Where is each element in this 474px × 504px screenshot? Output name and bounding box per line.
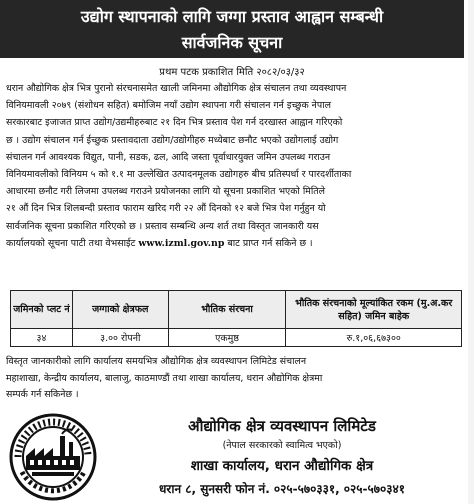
body-line: विनियमावली २०७९ (संशोधन सहित) बमोजिम नयाँ उद्योग स्थापना गरी संचालन गर्न इच्छुक नेपाल <box>6 100 331 112</box>
contact-paragraph <box>6 354 460 404</box>
land-details-table <box>10 290 462 347</box>
body-line <box>6 235 460 252</box>
cell-land-area: ३.०० रोपनी <box>72 329 168 347</box>
organization-name: औद्योगिक क्षेत्र व्यवस्थापन लिमिटेड <box>188 417 376 435</box>
cell-physical-structure: एकमुष्ठ <box>168 329 286 347</box>
body-line: आधारमा छनौट गरी लिजमा उपलब्ध गराउने प्रयोजनका लागि यो सूचना प्रकाशित भएको मितिले <box>6 186 326 198</box>
body-line: संचालन गर्न आवश्यक विद्युत, पानी, सडक, ढल, आदि जस्ता पूर्वाधारयुक्त जमिन उपलब्ध गराउन <box>6 151 331 163</box>
table-row <box>11 329 462 347</box>
body-line: २१ औं दिन भित्र शिलबन्दी प्रस्ताव फाराम खरिद गरी २२ औं दिनको १२ बजे भित्र पेश गर्नुहुन यो <box>6 203 326 215</box>
notice-title-line2: सार्वजनिक सूचना <box>181 33 283 52</box>
contact-line: सम्पर्क गर्न सकिनेछ । <box>6 389 79 400</box>
body-line: सार्वजनिक सूचना प्रकाशित गरिएको छ । प्रस्ताव सम्बन्धि अन्य शर्त तथा विस्तृत जानकारी यस <box>6 220 319 232</box>
header-land-area: जग्गाको क्षेत्रफल <box>72 291 168 329</box>
notice-body <box>6 80 460 252</box>
publication-date: प्रथम पटक प्रकाशित मिति २०८२/०३/३२ <box>159 67 305 78</box>
notice-title-line1: उद्योग स्थापनाको लागि जग्गा प्रस्ताव आह्वान सम्बन्धी <box>80 7 384 26</box>
body-line: धरान औद्योगिक क्षेत्र भित्र पुरानो संरचनासमेत खाली जमिनमा औद्योगिक क्षेत्र संचालन तथा व्यवस्थापन <box>6 83 347 94</box>
organization-subtitle: (नेपाल सरकारको स्वामित्व भएको) <box>222 440 342 451</box>
body-line: छ । उद्योग संचालन गर्न ईच्छुक प्रस्तावदाता उद्योग/उद्योगीहरु मध्येबाट छनौट भएको उद्योगलाई उद्योग <box>6 134 339 146</box>
body-line-text: कार्यालयको सूचना पाटी तथा वेभसाईट <box>6 237 139 249</box>
notice-title-banner <box>0 0 464 58</box>
cell-structure-value: रु.१,०६,६७३०० <box>286 329 462 347</box>
header-plot-number: जमिनको प्लट नं <box>11 291 73 329</box>
factory-emblem-icon <box>8 412 98 502</box>
contact-line: महाशाखा, केन्द्रीय कार्यालय, बालाजु, काठमाण्डौं तथा शाखा कार्यालय, धरान औद्योगिक क्षेत्रमा <box>6 372 323 384</box>
table-header-row <box>11 291 462 329</box>
header-structure-value: भौतिक संरचनाको मूल्यांकित रकम (मु.अ.कर सहित) जमिन बाहेक <box>286 291 462 329</box>
header-physical-structure: भौतिक संरचना <box>168 291 286 329</box>
body-line: विनियमावलीको विनियम ५ को १.१ मा उल्लेखित उत्पादनमूलक उद्योगहरु बीच प्रतिस्पर्धा र पारदर्शीताका <box>6 169 352 181</box>
cell-plot-number: ३४ <box>11 329 73 347</box>
contact-line: विस्तृत जानकारीको लागि कार्यालय समयभित्र औद्योगिक क्षेत्र व्यवस्थापन लिमिटेड संचालन <box>6 356 307 367</box>
body-line-text: बाट प्राप्त गर्न सकिने छ । <box>224 237 313 249</box>
body-line: सरकारबाट इजाजत प्राप्त उद्योग/उद्यमीहरुबाट २१ दिन भित्र प्रस्ताव पेश गर्न दरखास्त आह्वान गरिएको <box>6 117 343 129</box>
branch-office: शाखा कार्यालय, धरान औद्योगिक क्षेत्र <box>190 458 374 474</box>
office-address: धरान ८, सुनसरी फोन नं. ०२५-५७०३३१, ०२५-५७०३४१ <box>159 482 405 496</box>
adjacent-page-edge <box>468 0 474 504</box>
website-link[interactable]: www.izml.gov.np <box>138 237 225 249</box>
